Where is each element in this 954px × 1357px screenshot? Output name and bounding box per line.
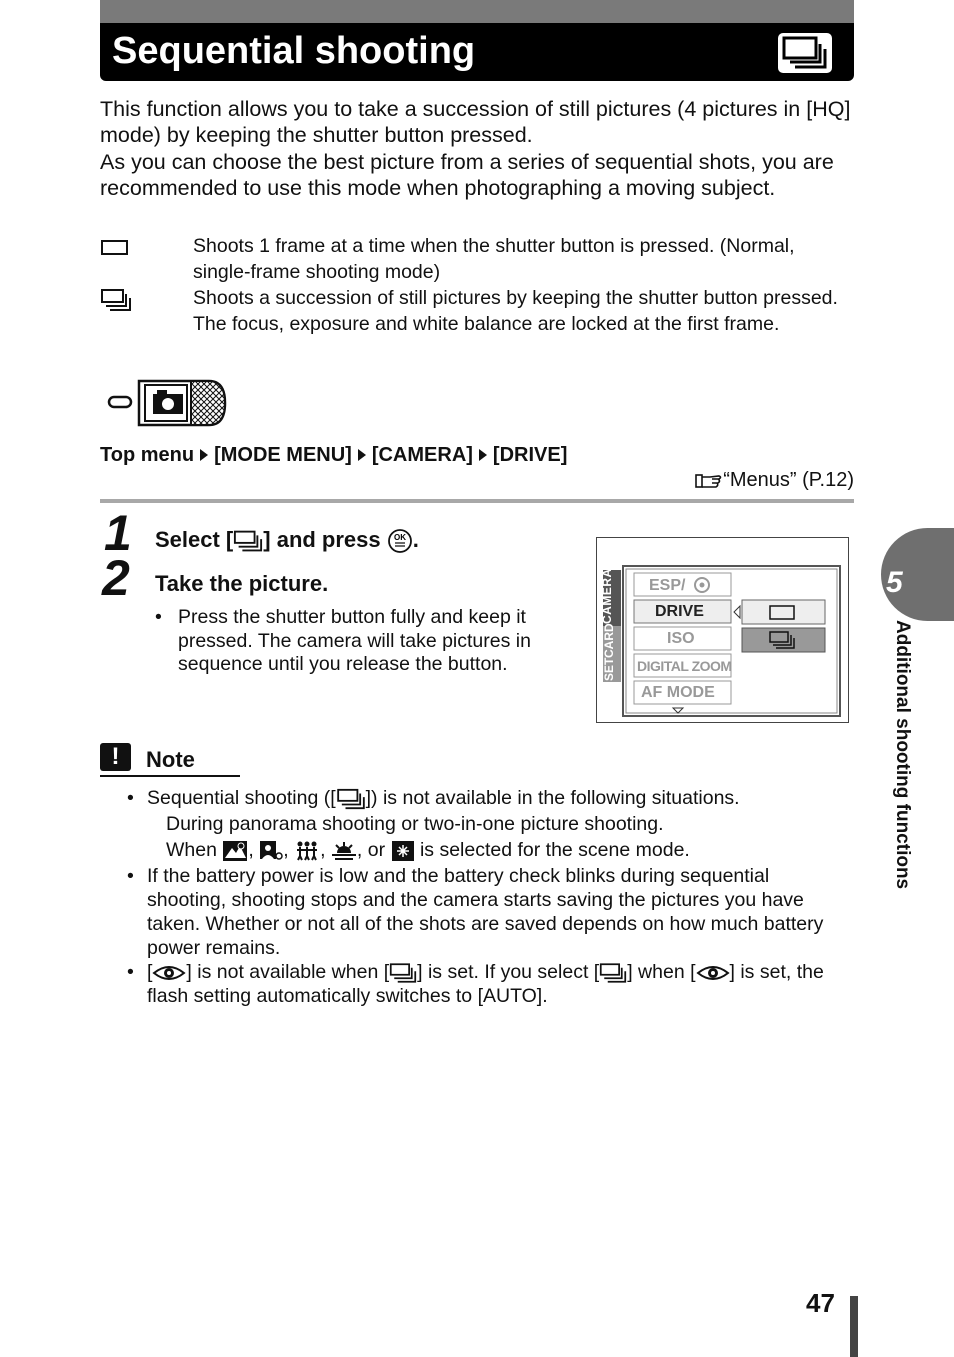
ok-button-icon [387, 528, 413, 554]
menu-path [100, 442, 567, 468]
screen-item-af-mode: AF MODE [641, 684, 715, 701]
note-b1-l3-a: When [166, 839, 217, 861]
landscape-portrait-icon [222, 840, 248, 862]
note-b3-a: is not available when [ [197, 961, 390, 983]
red-eye-reduction-icon [696, 963, 730, 983]
note-underline [100, 775, 240, 777]
step-1-end: . [412, 527, 419, 552]
step-1-pre: Select [ [155, 527, 234, 552]
sequential-icon [100, 288, 132, 317]
sequential-icon [336, 788, 366, 810]
screen-item-iso: ISO [667, 630, 695, 647]
bullet-dot: • [127, 865, 134, 887]
bullet-dot: • [127, 961, 134, 983]
screen-tab-card: CARD [602, 623, 616, 658]
note-b3-b: ] is set. If you select [ [417, 961, 600, 983]
page-edge-bar [850, 1296, 858, 1357]
note-warning-icon: ! [100, 743, 131, 771]
menu-path-item: [DRIVE] [492, 444, 568, 466]
bullet-dot: • [155, 606, 162, 628]
sunset-icon [331, 840, 357, 862]
single-frame-icon [100, 239, 130, 262]
note-b1-b: ]) is not available in the following situations. [365, 787, 740, 809]
sequential-icon [233, 529, 263, 553]
menu-reference [695, 467, 854, 493]
step-1-post: ] and press [263, 527, 381, 552]
note-b2-text: If the battery power is low and the battery check blinks during sequential shooting, shooting stops and the camera starts saving the pictures you have taken. Whether or not all of the shots are saved depends on how much battery power remains. [147, 865, 824, 959]
screen-tab-set: SET [602, 657, 616, 681]
night-portrait-icon [259, 840, 283, 862]
camera-menu-screen [596, 537, 849, 723]
arrow-right-icon [479, 449, 487, 461]
sequential-icon [599, 962, 627, 984]
page-number: 47 [806, 1288, 835, 1318]
mode-single-description: Shoots 1 frame at a time when the shutter button is pressed. (Normal, single-frame shooting mode) [193, 235, 795, 283]
mode-dial-camera-icon [105, 375, 230, 436]
step-number-2: 2 [102, 550, 130, 606]
intro-paragraph-1: This function allows you to take a succession of still pictures (4 pictures in [HQ] mode) by keeping the shutter button pressed. [100, 97, 851, 147]
step-2-text: Take the picture. [155, 571, 329, 596]
pointing-hand-icon [695, 472, 723, 490]
intro-paragraph-2: As you can choose the best picture from a series of sequential shots, you are recommended to use this mode when photographing a moving subject. [100, 150, 834, 200]
fireworks-icon [391, 840, 415, 862]
step-2-bullet-text: Press the shutter button fully and keep it pressed. The camera will take pictures in sequence until you release the button. [178, 606, 531, 675]
arrow-right-icon [358, 449, 366, 461]
chapter-label [892, 620, 912, 960]
svg-text:OK: OK [393, 533, 406, 543]
note-heading: Note [146, 747, 195, 772]
header-top-band [100, 0, 854, 23]
note-b3-d: ] is set, the flash setting automatically switches to [AUTO]. [147, 961, 824, 1007]
red-eye-reduction-icon [152, 963, 186, 983]
mode-sequential-description: Shoots a succession of still pictures by keeping the shutter button pressed. The focus, exposure and white balance are locked at the first frame. [193, 287, 838, 335]
sports-icon [294, 840, 320, 862]
note-b1-l3-b: , or [356, 839, 386, 861]
arrow-right-icon [200, 449, 208, 461]
menu-path-item: [MODE MENU] [214, 444, 352, 466]
screen-tab-camera: CAMERA [600, 568, 614, 624]
sequential-shooting-icon [778, 33, 832, 73]
screen-item-esp: ESP/ [649, 577, 686, 594]
sequential-icon [389, 962, 417, 984]
menu-path-item: Top menu [100, 444, 195, 466]
note-b1-a: Sequential shooting ([ [147, 787, 336, 809]
page-title: Sequential shooting [112, 30, 476, 72]
chapter-label-text: Additional shooting functions [892, 620, 913, 890]
section-divider [100, 499, 854, 503]
chapter-number: 5 [886, 566, 903, 599]
note-b1-line2: During panorama shooting or two-in-one picture shooting. [166, 813, 664, 835]
note-b3-c: ] when [ [627, 961, 696, 983]
bullet-dot: • [127, 787, 134, 809]
menu-path-item: [CAMERA] [371, 444, 473, 466]
menu-reference-text: “Menus” (P.12) [723, 469, 854, 491]
screen-item-drive: DRIVE [655, 603, 704, 620]
screen-item-digital-zoom: DIGITAL ZOOM [637, 658, 732, 674]
step-1-text [155, 526, 419, 554]
step-number-1: 1 [104, 505, 132, 561]
note-b1-l3-c: is selected for the scene mode. [419, 839, 690, 861]
